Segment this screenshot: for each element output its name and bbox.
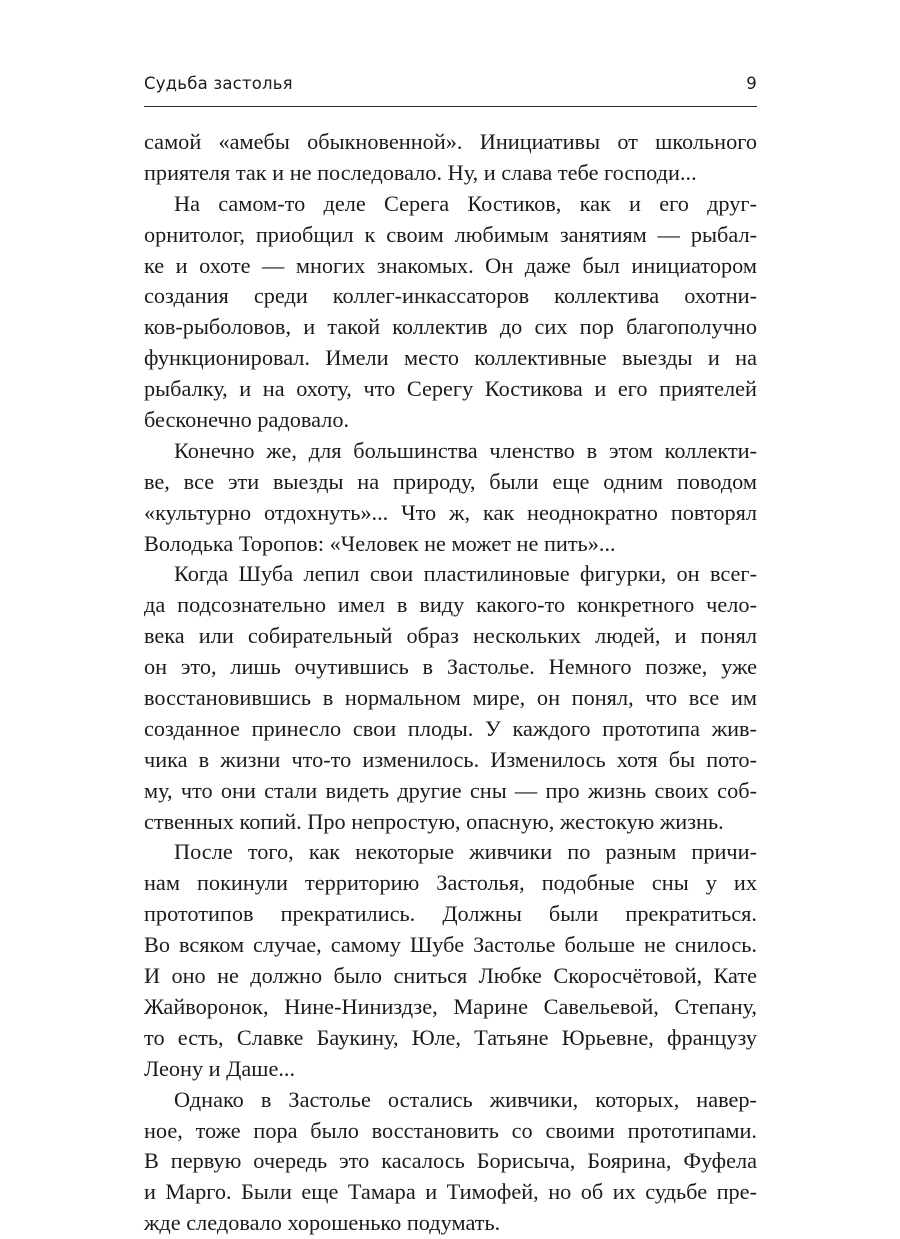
running-title: Судьба застолья	[144, 74, 293, 93]
text-line: му, что они стали видеть другие сны — про жизнь своих соб-	[144, 777, 757, 803]
paragraph	[144, 127, 757, 189]
paragraph	[144, 1085, 757, 1239]
text-line: нам покинули территорию Застолья, подобные сны у их	[144, 870, 757, 896]
text-line: восстановившись в нормальном мире, он понял, что все им	[144, 685, 757, 711]
text-line: Леону и Даше...	[144, 1055, 296, 1081]
text-line: ков-рыболовов, и такой коллектив до сих пор благополучно	[144, 314, 757, 340]
text-line: Во всяком случае, самому Шубе Застолье больше не снилось.	[144, 932, 757, 958]
text-line: Конечно же, для большинства членство в этом коллекти-	[174, 437, 757, 463]
text-line: После того, как некоторые живчики по разным причи-	[174, 839, 757, 865]
text-line: функционировал. Имели место коллективные выезды и на	[144, 345, 757, 371]
page-number: 9	[746, 74, 757, 93]
text-line: жде следовало хорошенько подумать.	[144, 1210, 501, 1236]
text-line: Володька Торопов: «Человек не может не пить»...	[144, 530, 616, 556]
text-line: ное, тоже пора было восстановить со своими прототипами.	[144, 1117, 757, 1143]
body-text	[144, 127, 757, 1239]
text-line: Однако в Застолье остались живчики, которых, навер-	[174, 1086, 757, 1112]
text-line: да подсознательно имел в виду какого-то конкретного чело-	[144, 592, 757, 618]
running-head	[144, 74, 757, 93]
text-line: самой «амебы обыкновенной». Инициативы от школьного	[144, 129, 757, 154]
text-line: он это, лишь очутившись в Застолье. Немного позже, уже	[144, 654, 757, 680]
text-line: И оно не должно было сниться Любке Скоросчётовой, Кате	[144, 963, 757, 989]
text-line: ке и охоте — многих знакомых. Он даже был инициатором	[144, 252, 757, 278]
paragraph	[144, 189, 757, 436]
text-line: и Марго. Были еще Тамара и Тимофей, но об их судьбе пре-	[144, 1179, 757, 1205]
paragraph	[144, 436, 757, 560]
text-line: то есть, Славке Баукину, Юле, Татьяне Юрьевне, французу	[144, 1024, 757, 1050]
text-line: приятеля так и не последовало. Ну, и слава тебе господи...	[144, 159, 697, 185]
text-line: рыбалку, и на охоту, что Серегу Костикова и его приятелей	[144, 376, 757, 402]
text-line: прототипов прекратились. Должны были прекратиться.	[144, 901, 757, 927]
text-line: века или собирательный образ нескольких людей, и понял	[144, 623, 757, 649]
text-line: Жайворонок, Нине-Ниниздзе, Марине Савельевой, Степану,	[144, 993, 757, 1019]
text-line: орнитолог, приобщил к своим любимым занятиям — рыбал-	[144, 221, 757, 247]
text-line: Когда Шуба лепил свои пластилиновые фигурки, он всег-	[174, 561, 757, 587]
text-line: В первую очередь это касалось Борисыча, Боярина, Фуфела	[144, 1148, 757, 1174]
paragraph	[144, 559, 757, 837]
text-line: «культурно отдохнуть»... Что ж, как неоднократно повторял	[144, 499, 757, 525]
paragraph	[144, 837, 757, 1084]
text-line: ве, все эти выезды на природу, были еще одним поводом	[144, 468, 757, 494]
text-line: бесконечно радовало.	[144, 407, 350, 433]
text-line: создания среди коллег-инкассаторов коллектива охотни-	[144, 283, 757, 309]
header-rule	[144, 106, 757, 107]
text-line: На самом-то деле Серега Костиков, как и его друг-	[174, 190, 757, 216]
text-line: ственных копий. Про непростую, опасную, жестокую жизнь.	[144, 808, 724, 834]
text-line: созданное принесло свои плоды. У каждого прототипа жив-	[144, 715, 757, 741]
text-line: чика в жизни что-то изменилось. Изменилось хотя бы пото-	[144, 746, 757, 772]
